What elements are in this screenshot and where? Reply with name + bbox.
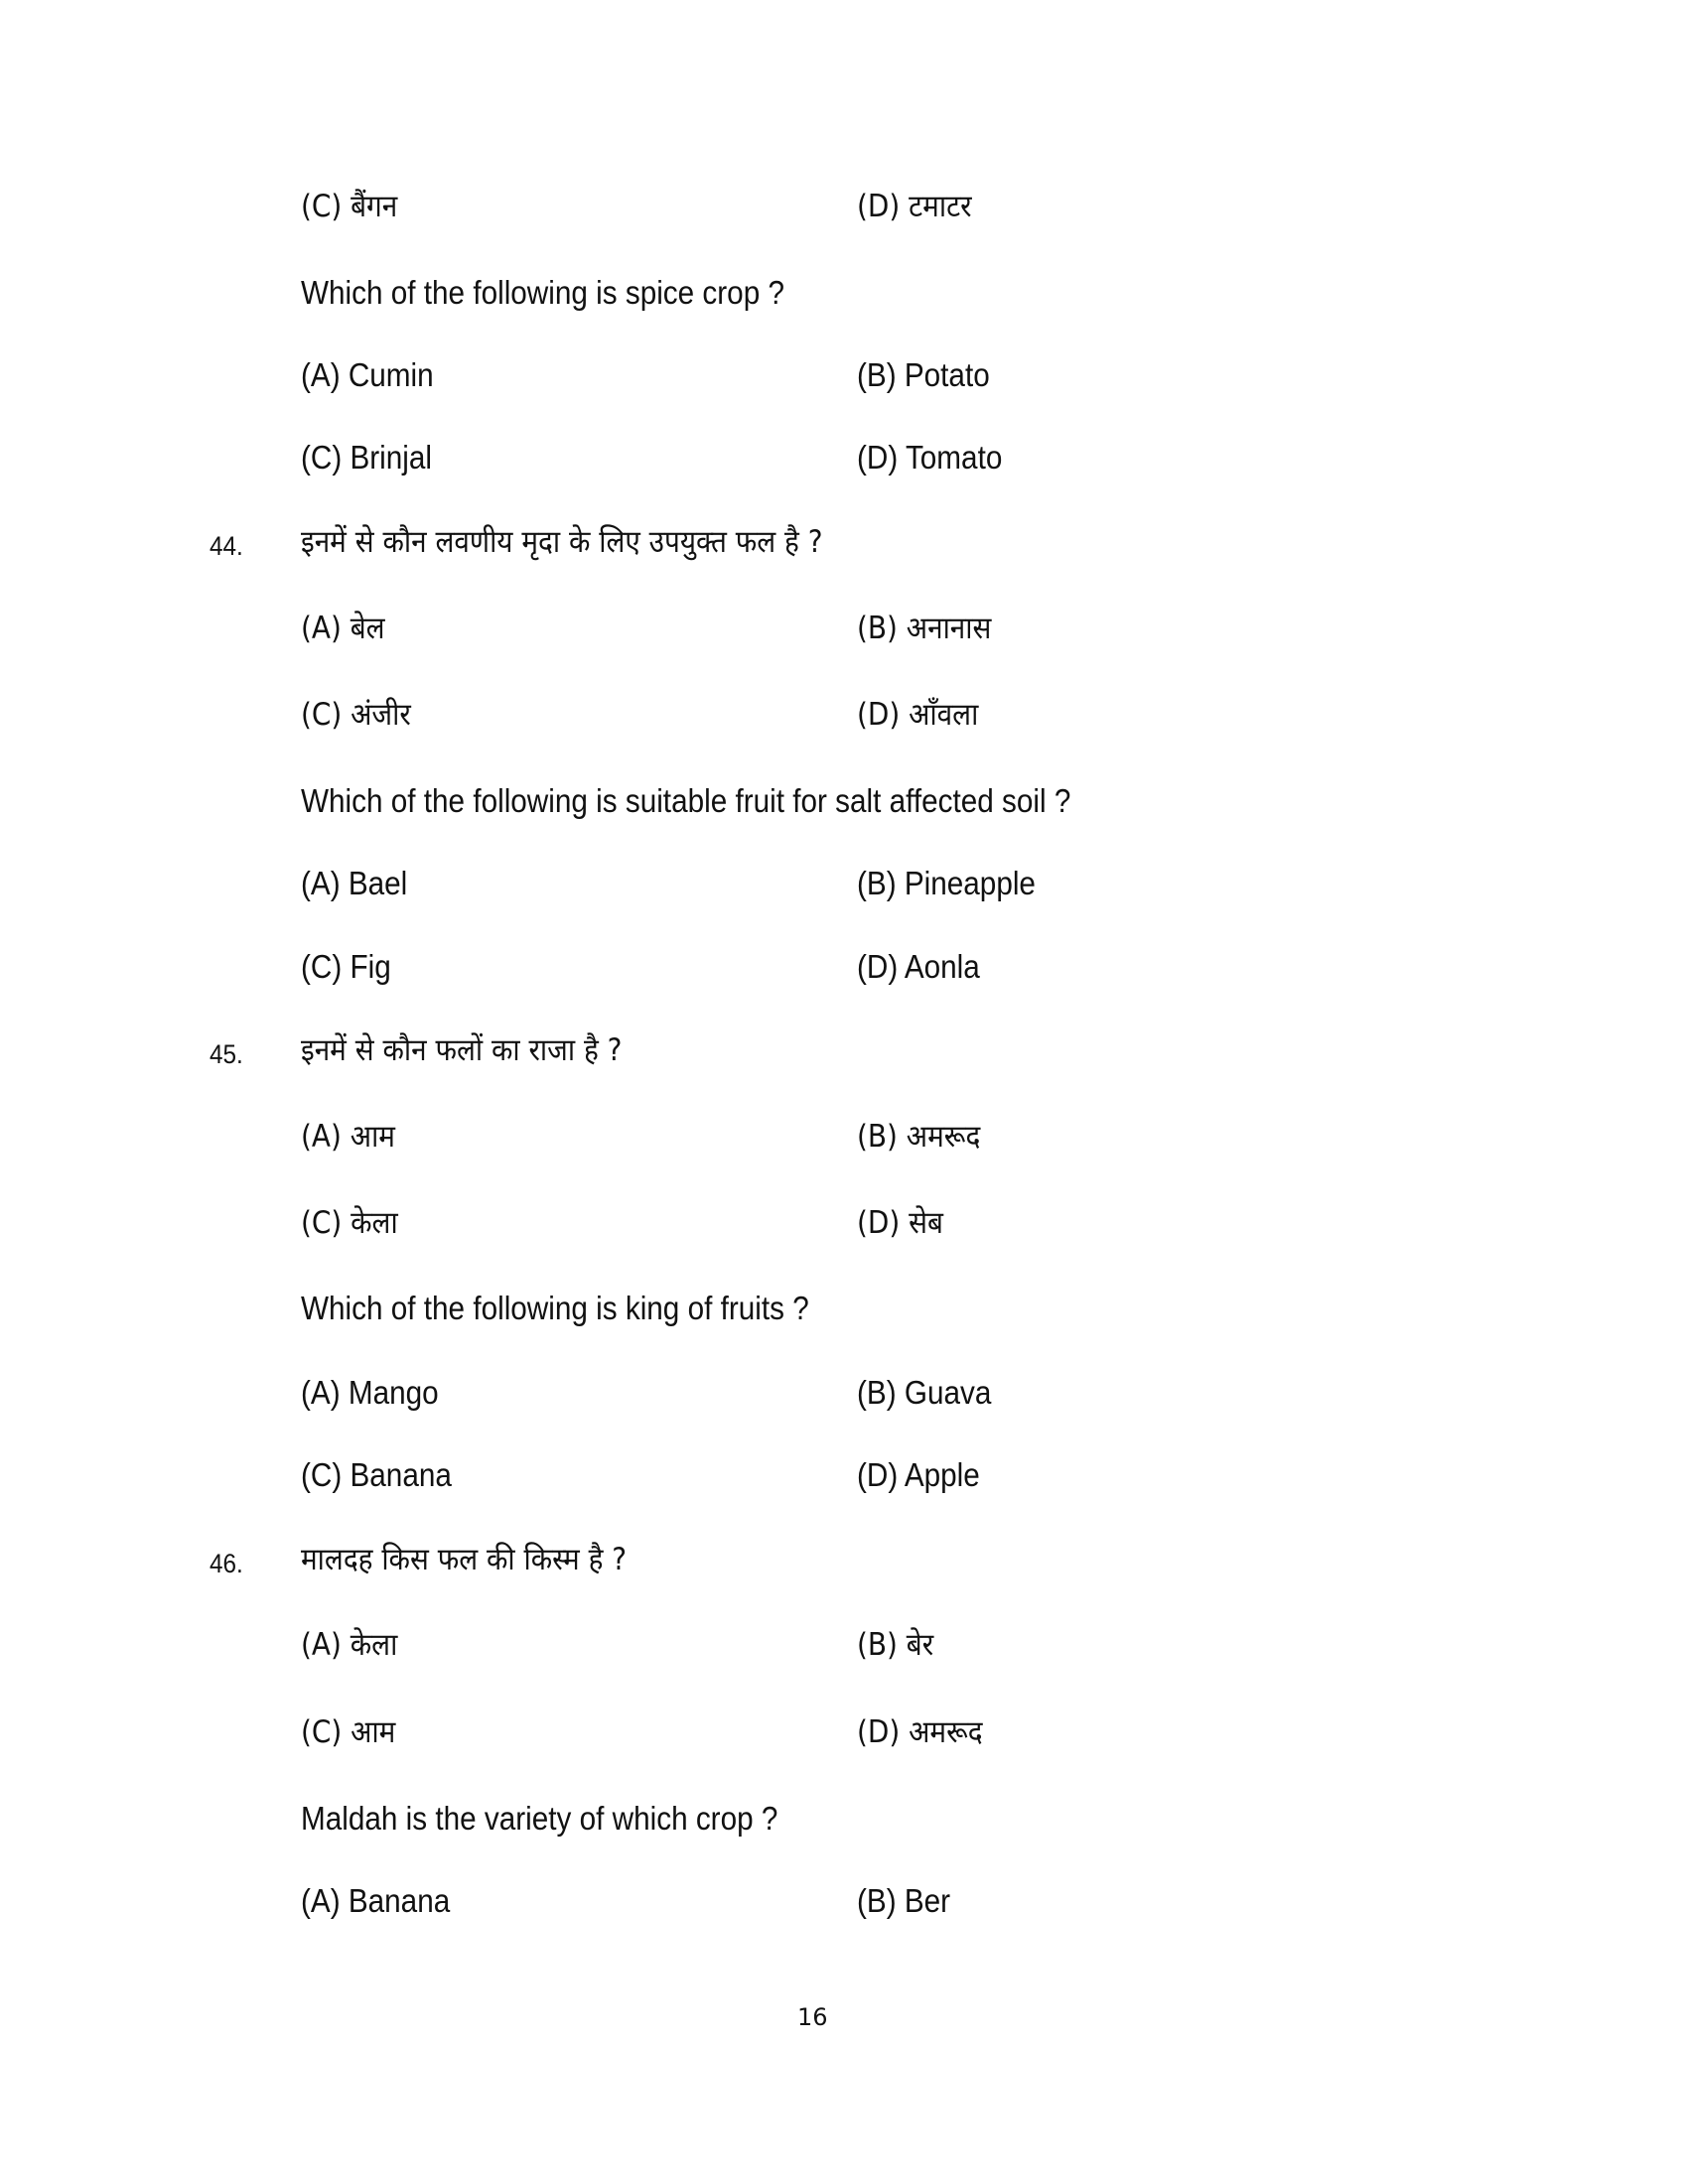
question-number-44: 44.: [210, 531, 243, 561]
question-number-46: 46.: [210, 1549, 243, 1578]
option-c-q43-hindi: (C) बैंगन: [301, 189, 398, 224]
option-d-q45-hindi: (D) सेब: [857, 1205, 943, 1241]
question-45-english: Which of the following is king of fruits ?: [301, 1290, 809, 1326]
option-d-q43: (D) Tomato: [857, 439, 1003, 476]
option-c-q44-hindi: (C) अंजीर: [301, 697, 411, 733]
option-c-q44: (C) Fig: [301, 948, 391, 985]
option-c-q45-hindi: (C) केला: [301, 1205, 398, 1241]
option-d-q44-hindi: (D) आँवला: [857, 697, 979, 733]
option-c-q43: (C) Brinjal: [301, 439, 433, 476]
option-b-q45-hindi: (B) अमरूद: [857, 1119, 981, 1155]
option-d-q46-hindi: (D) अमरूद: [857, 1714, 983, 1750]
question-46-hindi: मालदह किस फल की किस्म है ?: [301, 1542, 628, 1577]
page-number: 16: [797, 2003, 828, 2031]
question-44-hindi: इनमें से कौन लवणीय मृदा के लिए उपयुक्त फल है ?: [301, 524, 823, 560]
option-d-q45: (D) Apple: [857, 1456, 980, 1493]
question-45-hindi: इनमें से कौन फलों का राजा है ?: [301, 1032, 623, 1068]
option-d-q43-hindi: (D) टमाटर: [857, 189, 972, 224]
option-a-q45: (A) Mango: [301, 1374, 439, 1411]
option-a-q43: (A) Cumin: [301, 356, 434, 393]
option-a-q44-hindi: (A) बेल: [301, 611, 385, 646]
option-a-q46: (A) Banana: [301, 1882, 451, 1919]
option-c-q46-hindi: (C) आम: [301, 1714, 396, 1750]
question-number-45: 45.: [210, 1039, 243, 1069]
option-c-q45: (C) Banana: [301, 1456, 452, 1493]
option-b-q43: (B) Potato: [857, 356, 990, 393]
option-b-q44-hindi: (B) अनानास: [857, 611, 992, 646]
option-d-q44: (D) Aonla: [857, 948, 980, 985]
option-a-q44: (A) Bael: [301, 865, 408, 901]
option-b-q46: (B) Ber: [857, 1882, 951, 1919]
option-b-q46-hindi: (B) बेर: [857, 1627, 934, 1663]
question-46-english: Maldah is the variety of which crop ?: [301, 1800, 778, 1837]
option-a-q45-hindi: (A) आम: [301, 1119, 395, 1155]
question-44-english: Which of the following is suitable fruit for salt affected soil ?: [301, 782, 1071, 819]
option-b-q44: (B) Pineapple: [857, 865, 1036, 901]
question-43-english: Which of the following is spice crop ?: [301, 274, 784, 311]
option-a-q46-hindi: (A) केला: [301, 1627, 398, 1663]
option-b-q45: (B) Guava: [857, 1374, 992, 1411]
